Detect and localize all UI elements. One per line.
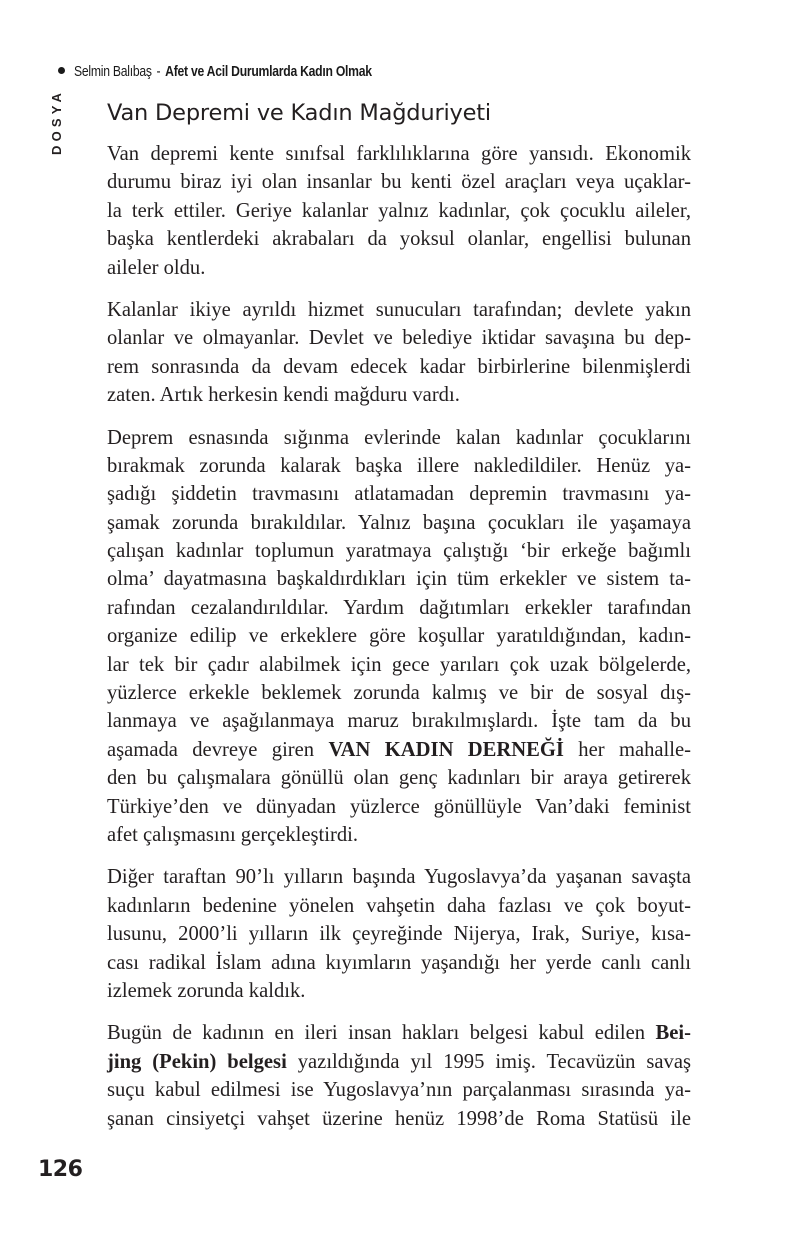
text-line: şamak zorunda bırakıldılar. Yalnız başına çocukları ile yaşamaya bbox=[107, 511, 691, 534]
text-line: çalışan kadınlar toplumun yaratmaya çalıştığı ‘bir erkeğe bağımlı bbox=[107, 540, 691, 563]
bullet-icon bbox=[58, 67, 65, 74]
author-name: Selmin Balıbaş bbox=[74, 64, 152, 80]
text-line: Van depremi kente sınıfsal farklılıklarına göre yansıdı. Ekonomik bbox=[107, 143, 691, 165]
text-line-with-emphasis bbox=[107, 736, 691, 764]
article-body bbox=[107, 140, 691, 1147]
text-line: afet çalışmasını gerçekleştirdi. bbox=[107, 823, 359, 846]
text-line: şadığı şiddetin travmasını atlatamadan depremin travmasını ya- bbox=[107, 483, 691, 506]
text-line: lusunu, 2000’li yılların ilk çeyreğinde Nijerya, Irak, Suriye, kısa- bbox=[107, 923, 691, 946]
paragraph-3 bbox=[107, 424, 691, 850]
text-line: başka kentlerdeki akrabaları da yoksul olanlar, engellisi bulunan bbox=[107, 228, 691, 251]
text-line: durumu biraz iyi olan insanlar bu kenti özel araçları veya uçaklar- bbox=[107, 171, 691, 194]
text-line: yüzlerce erkekle beklemek zorunda kalmış ve bir de sosyal dış- bbox=[107, 682, 691, 705]
text-line: olanlar ve olmayanlar. Devlet ve belediye iktidar savaşına bu dep- bbox=[107, 327, 691, 350]
text-line: olma’ dayatmasına başkaldırdıkları için tüm erkekler ve sistem ta- bbox=[107, 568, 691, 591]
text-run: yazıldığında yıl 1995 imiş. Tecavüzün savaş bbox=[286, 1050, 691, 1073]
section-title: Van Depremi ve Kadın Mağduriyeti bbox=[107, 100, 491, 126]
text-line: organize edilip ve erkeklere göre koşullar yaratıldığından, kadın- bbox=[107, 625, 691, 648]
page-number: 126 bbox=[38, 1157, 83, 1182]
text-run: aşamada devreye giren bbox=[107, 738, 329, 761]
book-title: Afet ve Acil Durumlarda Kadın Olmak bbox=[165, 64, 372, 80]
organization-name-emphasis: VAN KADIN DERNEĞİ bbox=[328, 738, 564, 761]
document-name-emphasis: jing (Pekin) belgesi bbox=[107, 1050, 287, 1073]
document-name-emphasis: Bei- bbox=[655, 1022, 691, 1045]
paragraph-2 bbox=[107, 296, 691, 410]
text-line: kadınların bedenine yönelen vahşetin daha fazlası ve çok boyut- bbox=[107, 894, 691, 917]
section-side-label: DOSYA bbox=[49, 88, 64, 155]
text-line: zaten. Artık herkesin kendi mağduru vardı. bbox=[107, 384, 460, 407]
running-header bbox=[58, 64, 429, 80]
text-run: Bugün de kadının en ileri insan hakları belgesi kabul edilen bbox=[107, 1022, 656, 1045]
text-line: Deprem esnasında sığınma evlerinde kalan kadınlar çocuklarını bbox=[107, 426, 691, 449]
text-line: rafından cezalandırıldılar. Yardım dağıtımları erkekler tarafından bbox=[107, 596, 691, 619]
text-line-with-emphasis bbox=[107, 1019, 691, 1047]
text-line: Türkiye’den ve dünyadan yüzlerce gönüllüyle Van’daki feminist bbox=[107, 795, 691, 818]
text-line: bırakmak zorunda kalarak başka illere nakledildiler. Henüz ya- bbox=[107, 454, 691, 477]
text-line: suçu kabul edilmesi ise Yugoslavya’nın parçalanması sırasında ya- bbox=[107, 1079, 691, 1102]
text-line: den bu çalışmalara gönüllü olan genç kadınları bir araya getirerek bbox=[107, 767, 691, 790]
text-line: cası radikal İslam adına kıyımların yaşandığı her yerde canlı canlı bbox=[107, 951, 691, 974]
text-line-with-emphasis bbox=[107, 1048, 691, 1076]
paragraph-4 bbox=[107, 863, 691, 1005]
text-line: Kalanlar ikiye ayrıldı hizmet sunucuları tarafından; devlete yakın bbox=[107, 298, 691, 321]
text-line: rem sonrasında da devam edecek kadar birbirlerine bilenmişlerdi bbox=[107, 355, 691, 378]
text-run: her mahalle- bbox=[563, 738, 691, 761]
text-line: aileler oldu. bbox=[107, 256, 206, 279]
running-header-text bbox=[74, 64, 372, 80]
text-line: şanan cinsiyetçi vahşet üzerine henüz 1998’de Roma Statüsü ile bbox=[107, 1107, 691, 1130]
paragraph-1 bbox=[107, 140, 691, 282]
header-separator: - bbox=[156, 64, 161, 80]
text-line: Diğer taraftan 90’lı yılların başında Yugoslavya’da yaşanan savaşta bbox=[107, 866, 691, 889]
text-line: lanmaya ve aşağılanmaya maruz bırakılmışlardı. İşte tam da bu bbox=[107, 710, 691, 733]
text-line: lar tek bir çadır alabilmek için gece yarıları çok uzak bölgelerde, bbox=[107, 653, 691, 676]
text-line: izlemek zorunda kaldık. bbox=[107, 979, 306, 1002]
text-line: la terk ettiler. Geriye kalanlar yalnız kadınlar, çok çocuklu aileler, bbox=[107, 199, 691, 222]
paragraph-5 bbox=[107, 1019, 691, 1133]
